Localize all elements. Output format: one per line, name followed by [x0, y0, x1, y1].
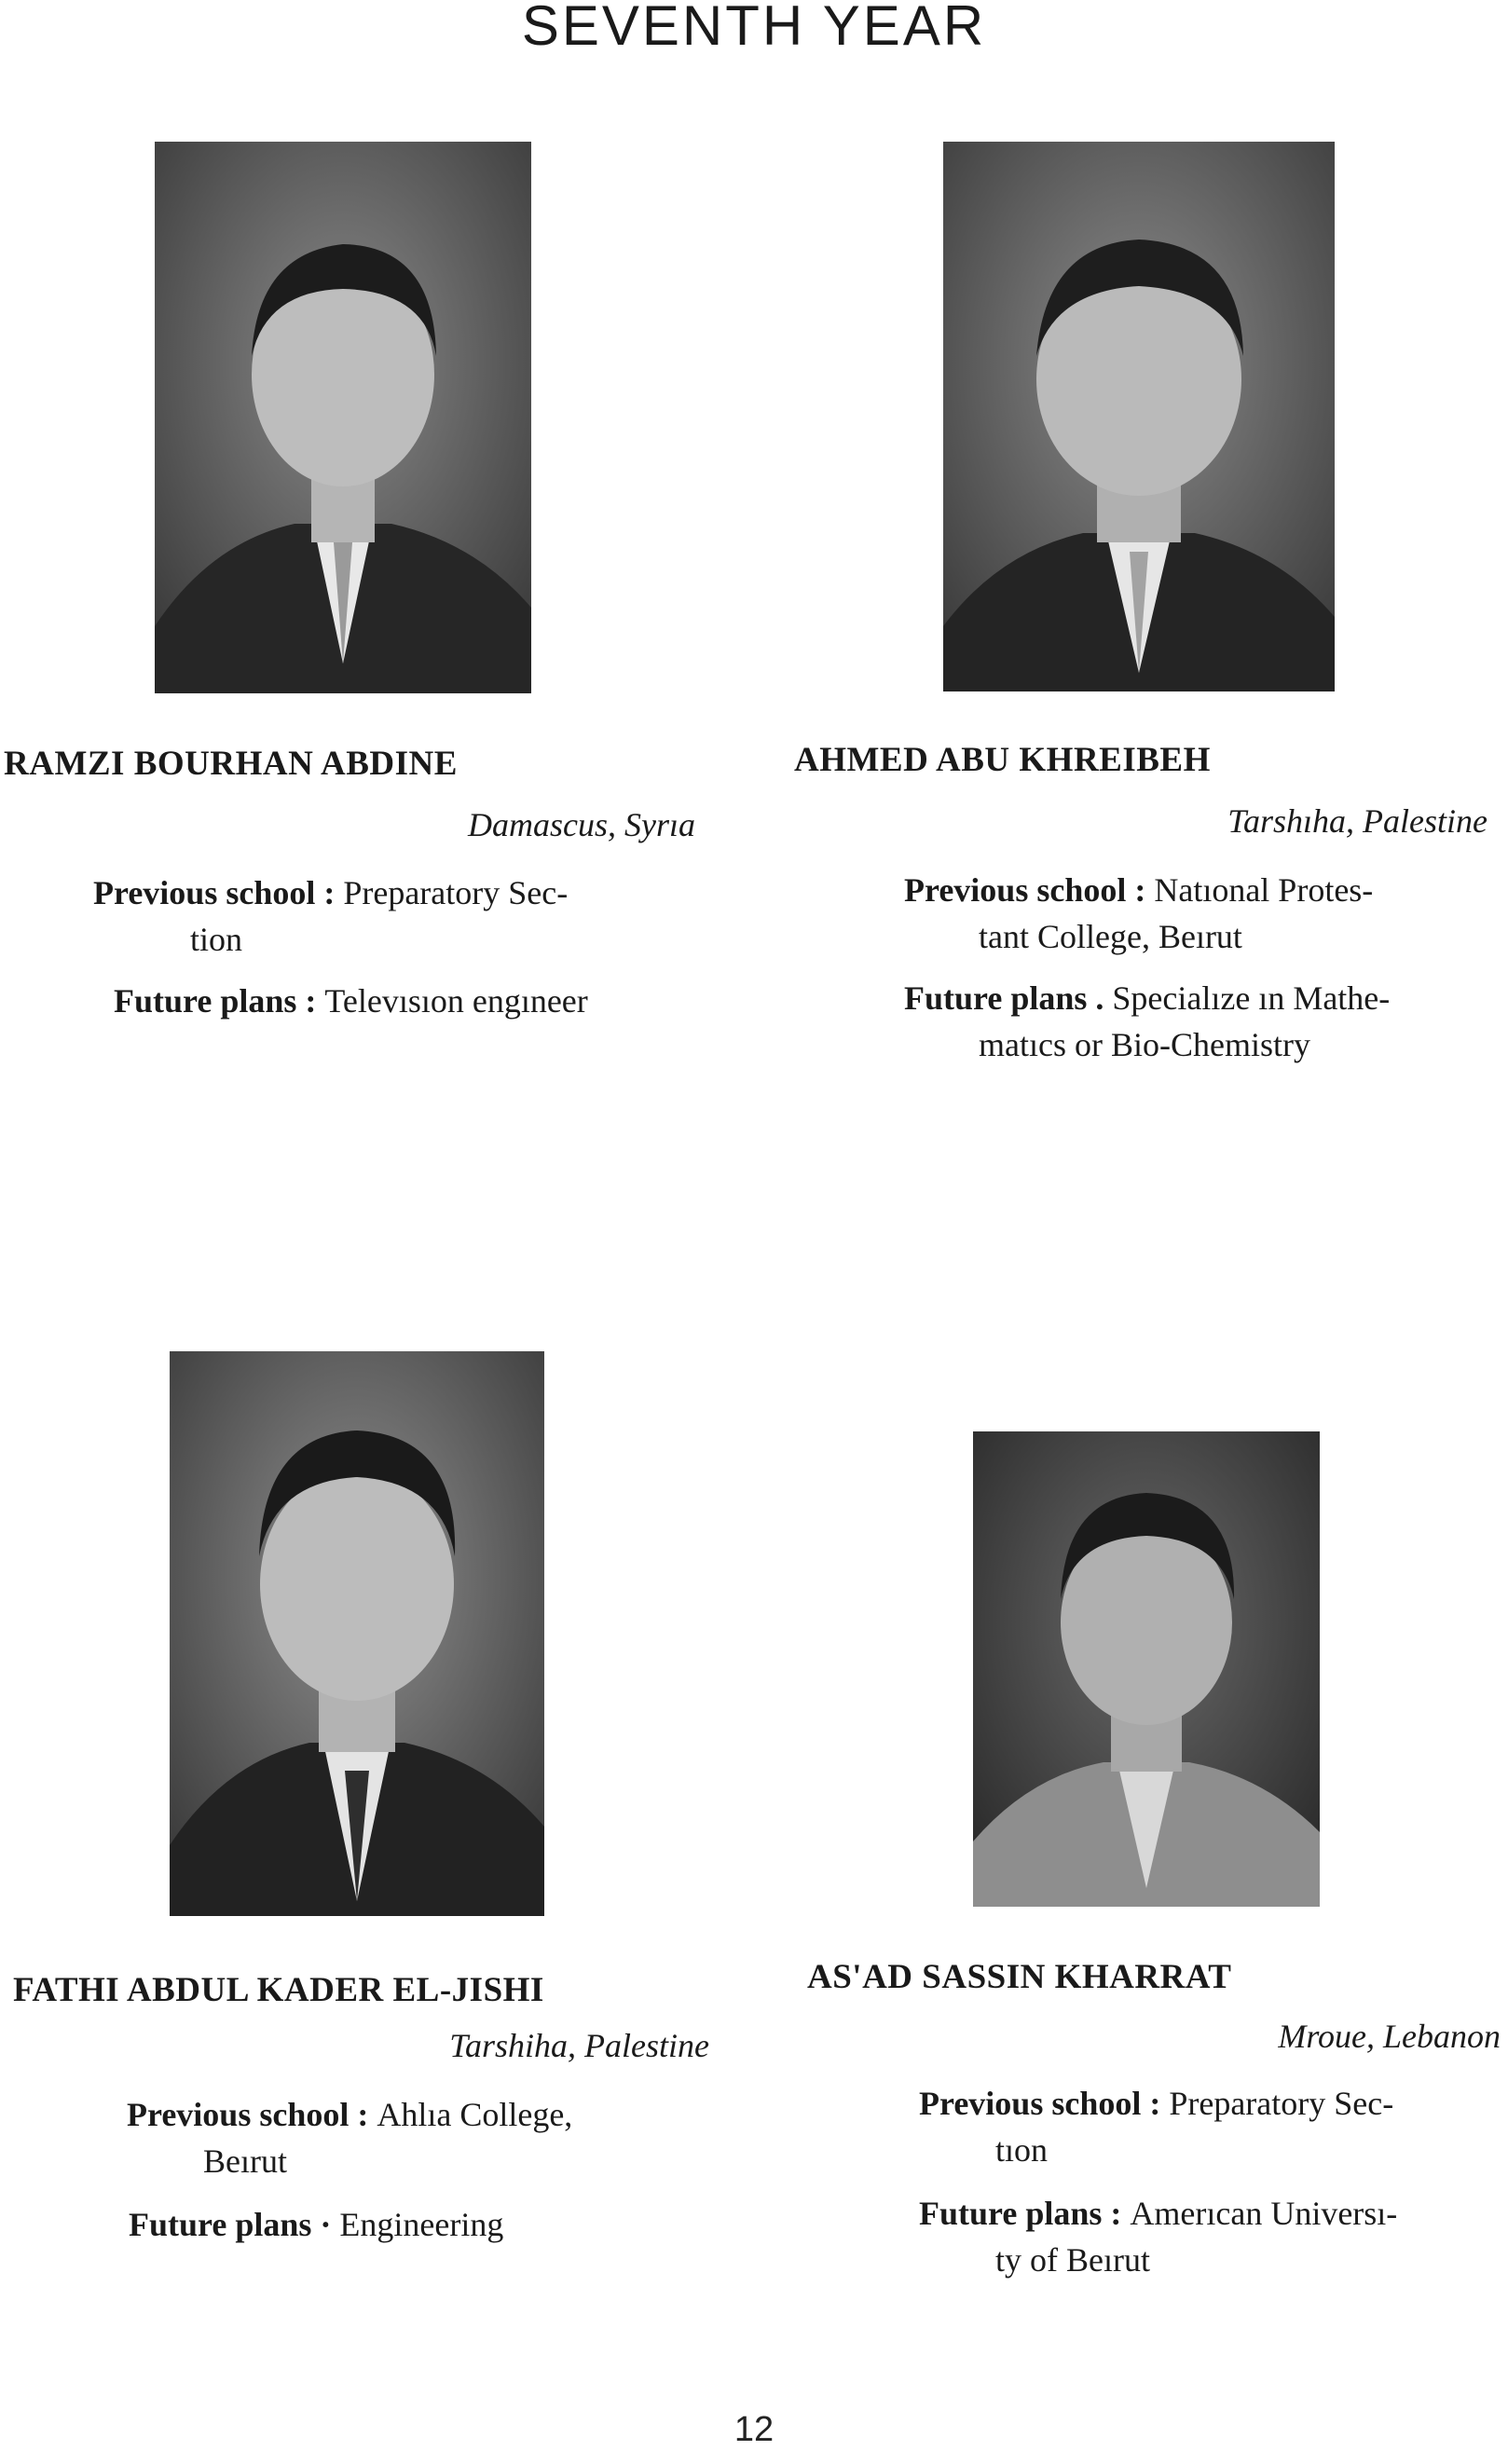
student-hometown: Mroue, Lebanon	[1278, 2018, 1501, 2055]
separator: :	[349, 2096, 377, 2133]
previous-school	[127, 2091, 723, 2184]
previous-school-value: Preparatory Sec-	[343, 874, 569, 911]
student-photo	[943, 142, 1335, 691]
student-photo	[170, 1351, 544, 1916]
previous-school-label: Previous school	[127, 2096, 350, 2133]
future-plans-value-cont: ty of Beırut	[995, 2241, 1150, 2279]
previous-school-value-cont: tion	[190, 921, 243, 958]
previous-school	[919, 2080, 1502, 2173]
future-plans-label: Future plans	[129, 2206, 312, 2243]
separator: :	[1126, 871, 1155, 909]
future-plans-value: Televısıon engıneer	[324, 982, 588, 1020]
student-name: AHMED ABU KHREIBEH	[794, 741, 1211, 779]
future-plans	[919, 2190, 1502, 2283]
future-plans-value-cont: matıcs or Bio-Chemistry	[979, 1026, 1310, 1063]
page-number: 12	[733, 2410, 775, 2449]
separator: :	[1102, 2195, 1131, 2232]
separator: :	[296, 982, 325, 1020]
future-plans	[129, 2201, 725, 2248]
previous-school-label: Previous school	[919, 2085, 1142, 2122]
future-plans-label: Future plans	[904, 979, 1088, 1017]
previous-school-label: Previous school	[93, 874, 316, 911]
previous-school-label: Previous school	[904, 871, 1127, 909]
separator: ·	[311, 2206, 340, 2243]
future-plans-value: Engineering	[339, 2206, 504, 2243]
previous-school-value-cont: Beırut	[203, 2142, 287, 2180]
page-title: SEVENTH YEAR	[521, 0, 987, 57]
student-name: FATHI ABDUL KADER EL-JISHI	[13, 1971, 544, 2009]
separator: :	[315, 874, 344, 911]
previous-school	[93, 869, 708, 963]
previous-school-value: Preparatory Sec-	[1169, 2085, 1394, 2122]
separator: .	[1087, 979, 1113, 1017]
previous-school	[904, 867, 1501, 960]
previous-school-value: Ahlıa College,	[377, 2096, 573, 2133]
student-name: RAMZI BOURHAN ABDINE	[4, 745, 458, 783]
future-plans	[114, 978, 729, 1024]
student-hometown: Damascus, Syrıa	[468, 806, 695, 843]
future-plans-value: Specialıze ın Mathe-	[1112, 979, 1391, 1017]
future-plans-label: Future plans	[919, 2195, 1103, 2232]
previous-school-value-cont: tıon	[995, 2131, 1049, 2169]
student-photo	[973, 1431, 1320, 1907]
previous-school-value-cont: tant College, Beırut	[979, 918, 1242, 955]
student-photo	[155, 142, 531, 693]
separator: :	[1141, 2085, 1170, 2122]
student-name: AS'AD SASSIN KHARRAT	[807, 1958, 1232, 1996]
future-plans-label: Future plans	[114, 982, 297, 1020]
previous-school-value: Natıonal Protes-	[1154, 871, 1374, 909]
future-plans	[904, 975, 1501, 1068]
future-plans-value: Amerıcan Universı-	[1130, 2195, 1398, 2232]
student-hometown: Tarshiha, Palestine	[449, 2027, 709, 2064]
student-hometown: Tarshıha, Palestine	[1227, 802, 1487, 840]
